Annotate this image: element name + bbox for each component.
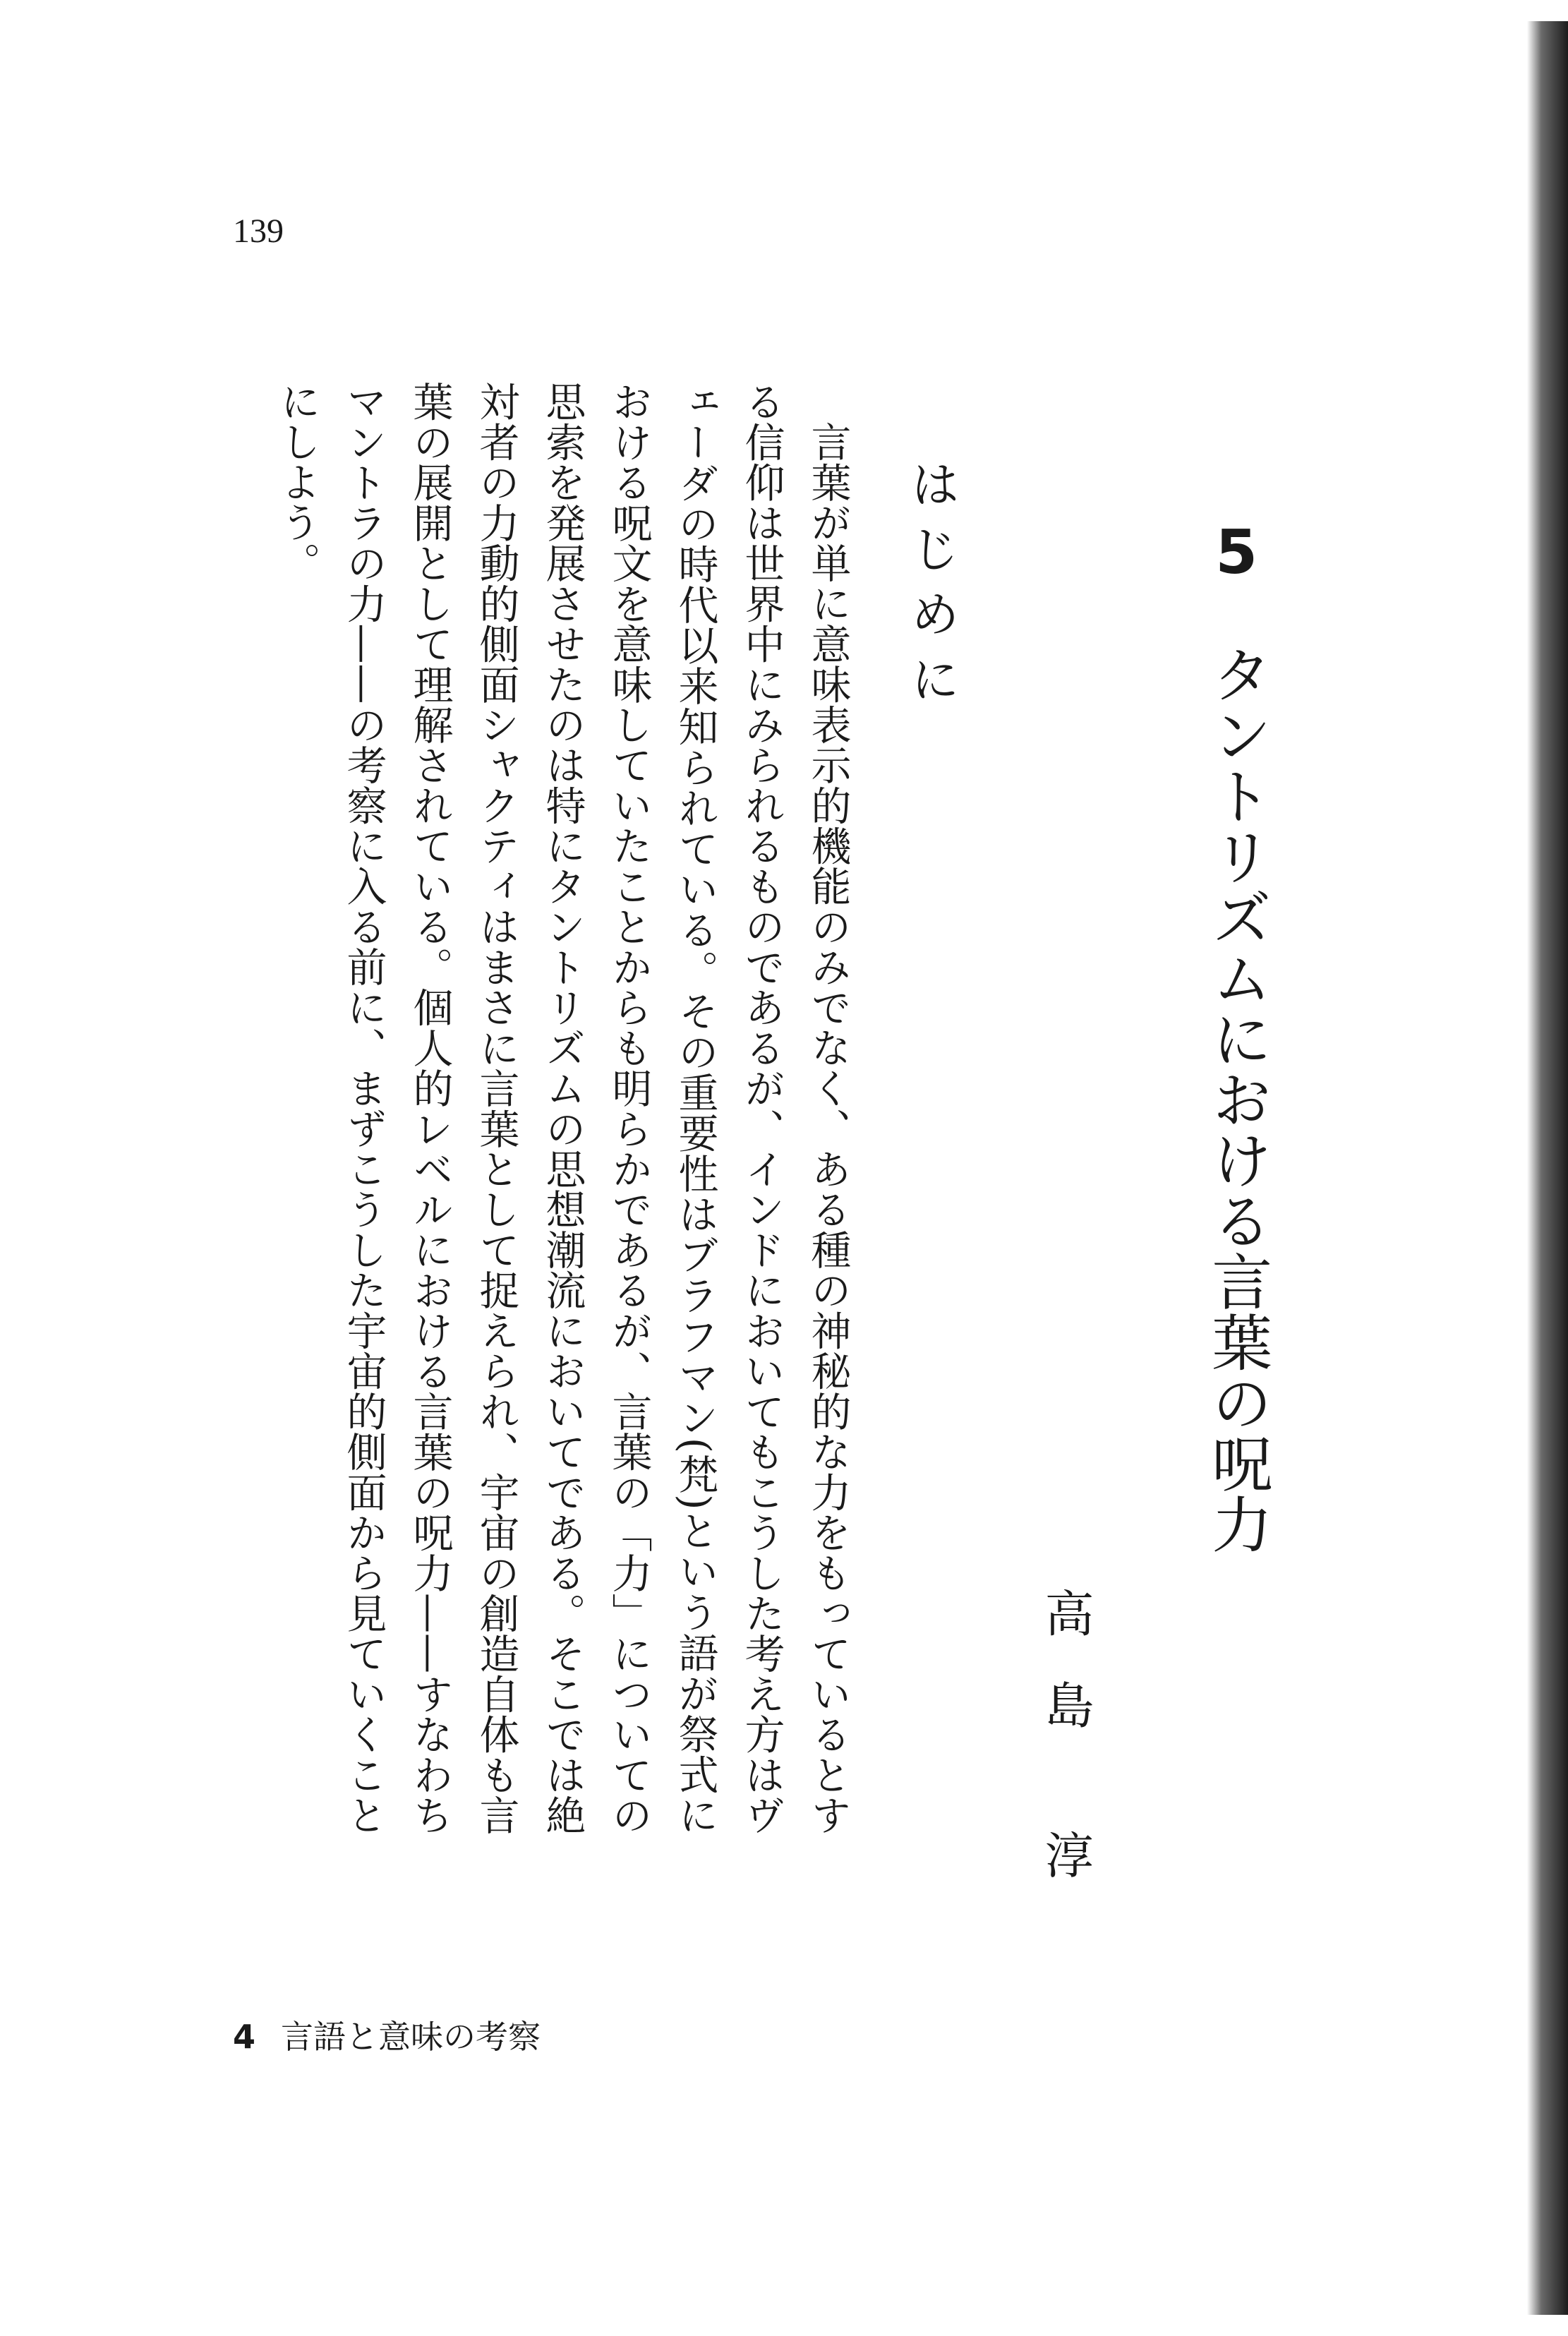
chapter-title: タントリズムにおける言葉の呪力 (1201, 644, 1272, 1554)
body-paragraph: 言葉が単に意味表示的機能のみでなく、ある種の神秘的な力をもっているとする信仰は世界中にみられるものであるが、インドにおいてもこうした考え方はヴェーダの時代以来知られている。その重要性はブラフマン(梵)という語が祭式における呪文を意味していたことからも明らかであるが、言葉の「力」についての思索を発展させたのは特にタントリズムの思想潮流においてである。そこでは絶対者の力動的側面シャクティはまさに言葉として捉えられ、宇宙の創造自体も言葉の展開として理解されている。個人的レベルにおける言葉の呪力——すなわちマントラの力——の考察に入る前に、まずこうした宇宙的側面から見ていくことにしよう。 (274, 381, 851, 1836)
author-name: 高島 淳 (1037, 1588, 1094, 1922)
footer-part-title: 言語と意味の考察 (281, 2018, 541, 2056)
chapter-number: 5 (1215, 522, 1258, 583)
body-text (274, 381, 861, 1836)
footer-part-number: 4 (233, 2018, 256, 2056)
chapter-heading (1200, 522, 1272, 1554)
page-edge-shadow (1527, 21, 1568, 2315)
running-footer (233, 2011, 541, 2058)
page-number: 139 (233, 212, 284, 250)
section-heading: はじめに (903, 459, 960, 718)
